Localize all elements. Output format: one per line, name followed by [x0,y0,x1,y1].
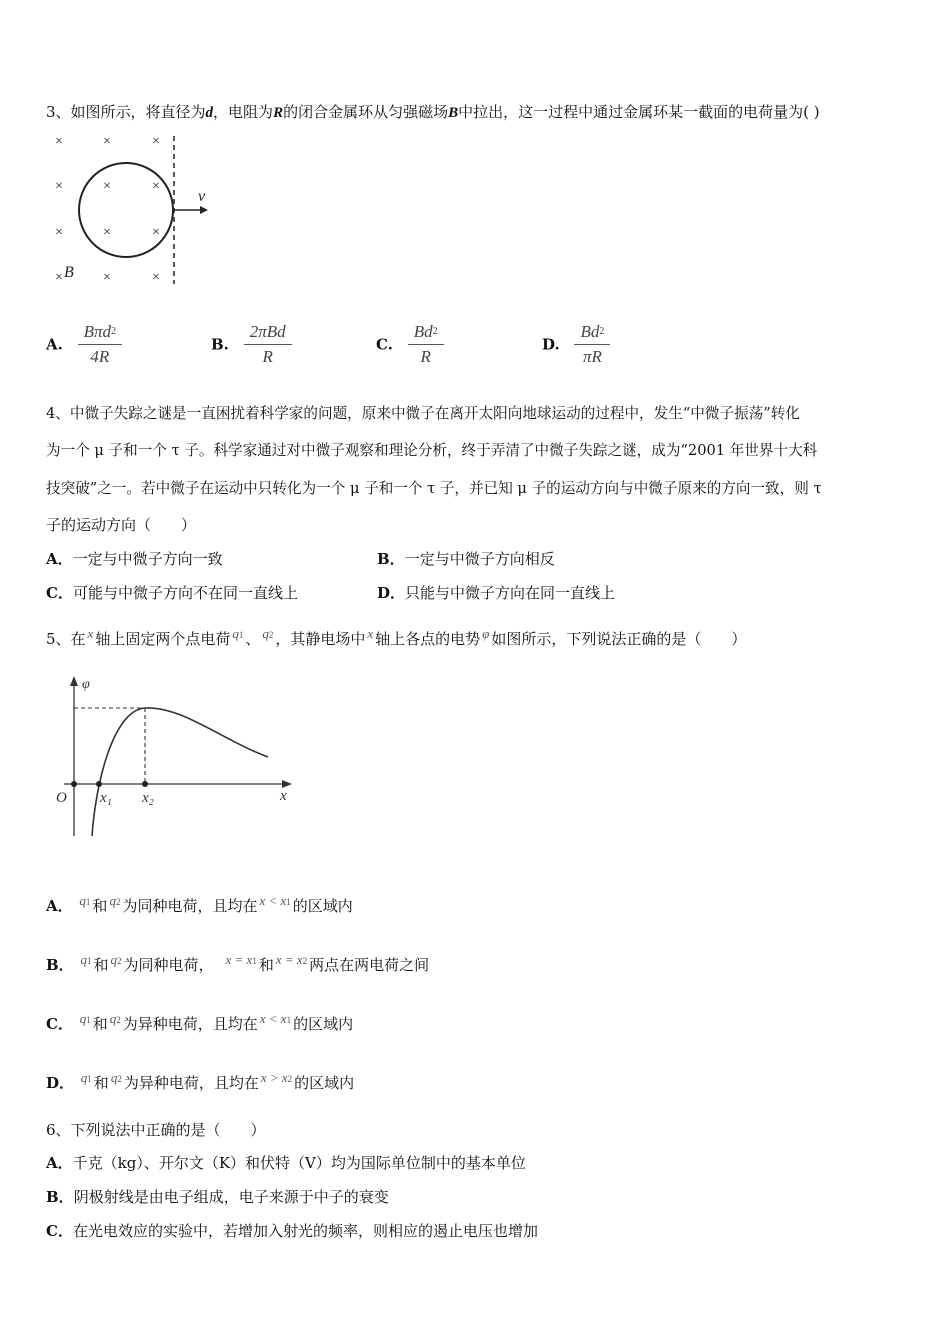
q4-option-a[interactable] [46,549,223,569]
q6-option-b[interactable] [46,1187,389,1207]
field-cross-mark: × [55,179,63,194]
field-cross-mark: × [55,134,63,149]
option-label: B． [46,1188,74,1206]
field-cross-mark: × [152,134,160,149]
math-q1 [81,1070,92,1085]
q5-stem-text: 5、在 [46,630,86,648]
math-x: x [367,626,374,641]
q5-stem [46,626,747,651]
math-condition [226,952,257,967]
condition: x > x [260,1070,288,1085]
x1-label: x₁ [100,790,112,806]
q5-stem-text: 如图所示，下列说法正确的是（ ） [491,630,747,648]
math-q2 [109,893,120,908]
symbol: q [262,626,269,641]
subscript: 2 [115,897,121,907]
subscript: 1 [286,1015,292,1025]
option-text: 千克（kg）、开尔文（K）和伏特（V）均为国际单位制中的基本单位 [72,1154,526,1172]
subscript: 2 [302,956,308,966]
exponent: 2 [432,326,438,337]
math-condition [260,1011,291,1026]
option-label: C． [46,1222,73,1240]
q5-stem-text: 轴上固定两个点电荷 [95,630,231,648]
fraction [78,322,122,367]
option-text: 的区域内 [294,1074,355,1092]
option-text: 在光电效应的实验中，若增加入射光的频率，则相应的遏止电压也增加 [72,1222,538,1240]
velocity-arrowhead [200,206,208,214]
condition: x < x [259,1011,287,1026]
option-label: B． [46,956,74,974]
q4-stem-line: 技突破”之一。若中微子在运动中只转化为一个 μ 子和一个 τ 子，并已知 μ 子的运动方向与中微子原来的方向一致，则 τ [46,480,822,497]
numerator: 2πBd [249,322,286,341]
symbol: q [232,626,239,641]
q6-option-a[interactable] [46,1153,526,1173]
field-cross-mark: × [103,270,111,285]
denominator: πR [582,347,602,366]
q5-option-b[interactable] [46,952,430,977]
field-cross-mark: × [152,270,160,285]
x-axis-arrow [282,780,292,788]
subscript: 1 [286,897,291,907]
x2-label: x₂ [142,790,154,806]
q3-var-b: B [448,105,459,121]
q4-option-d[interactable] [377,583,615,603]
option-text: 可能与中微子方向不在同一直线上 [72,584,298,602]
condition: x = x [225,952,253,967]
x1-dot [96,781,102,787]
potential-curve [92,708,268,836]
option-text: 一定与中微子方向一致 [72,550,223,568]
option-text: 为异种电荷，且均在 [123,1074,259,1092]
separator: 、 [245,630,261,648]
q5-option-c[interactable] [46,1011,354,1036]
option-label: D． [46,1074,75,1092]
origin-dot [71,781,77,787]
field-cross-mark: × [55,270,63,285]
numerator: Bπd [83,322,112,341]
q3-stem-text: ，电阻为 [213,103,274,121]
subscript: 1 [238,630,244,640]
option-text: 为同种电荷，且均在 [122,897,258,915]
subscript: 2 [268,630,274,640]
q4-stem-line: 4、中微子失踪之谜是一直困扰着科学家的问题，原来中微子在离开太阳向地球运动的过程中，发生“中微子振荡”转化 [46,405,800,422]
option-text: 和 [92,897,108,915]
q4-stem-line: 为一个 μ 子和一个 τ 子。科学家通过对中微子观察和理论分析，终于弄清了中微子失踪之谜，成为“2001 年世界十大科 [46,442,818,459]
symbol: q [80,952,87,967]
phi-axis-arrow [70,676,78,686]
velocity-label: v [198,188,206,205]
numerator: Bd [413,322,433,341]
option-text: 为同种电荷， [123,956,214,974]
math-q2 [262,626,273,641]
symbol: q [109,1011,117,1026]
fraction [408,322,444,367]
option-text: 和 [93,1074,109,1092]
option-text: 只能与中微子方向在同一直线上 [405,584,616,602]
q4-option-b[interactable] [377,549,555,569]
option-label: A． [46,1154,73,1172]
denominator: R [420,347,431,366]
x-axis-label: x [280,788,287,804]
field-cross-mark: × [152,179,160,194]
q6-option-c[interactable] [46,1221,538,1241]
symbol: q [79,1011,87,1026]
math-x: x [87,626,94,641]
q3-option-b[interactable] [211,322,292,367]
metal-ring [79,163,173,257]
q5-option-a[interactable] [46,893,353,918]
q3-stem-text: 中拉出，这一过程中通过金属环某一截面的电荷量为( ) [458,103,820,121]
field-cross-mark: × [55,225,63,240]
symbol: q [109,893,116,908]
q3-stem [46,102,820,123]
subscript: 1 [86,956,92,966]
option-label: C. [376,335,393,354]
subscript: 1 [86,1015,91,1025]
math-condition [276,952,307,967]
q3-option-a[interactable] [46,322,122,367]
option-text: 的区域内 [293,1015,354,1033]
phi-axis-label: φ [82,677,90,692]
fraction [244,322,292,367]
q4-stem-line: 子的运动方向（ ） [46,516,197,534]
condition: x = x [275,952,303,967]
math-q2 [111,1070,122,1085]
option-text: 和 [93,956,109,974]
numerator: Bd [580,322,600,341]
subscript: 2 [117,1074,122,1084]
subscript: 2 [116,1015,121,1025]
field-cross-mark: × [152,225,160,240]
exponent: 2 [111,326,117,337]
symbol: q [80,1070,88,1085]
q6-stem: 6、下列说法中正确的是（ ） [46,1121,266,1139]
math-q1 [80,952,91,967]
option-text: 的区域内 [292,897,353,915]
q5-stem-text: 轴上各点的电势 [375,630,481,648]
field-cross-mark: × [103,134,111,149]
subscript: 1 [87,1074,92,1084]
math-phi: φ [482,626,490,641]
q5-stem-text: ，其静电场中 [275,630,366,648]
option-label: A． [46,550,73,568]
option-text: 和 [258,956,274,974]
q3-ring-figure [40,128,220,288]
option-label: A. [46,335,63,354]
math-q1 [79,893,90,908]
exponent: 2 [599,326,605,337]
condition: x < x [259,893,287,908]
q3-stem-text: 3、如图所示，将直径为 [46,103,206,121]
math-condition [259,893,290,908]
option-text: 一定与中微子方向相反 [404,550,555,568]
option-label: B. [211,335,229,354]
option-text: 阴极射线是由电子组成，电子来源于中子的衰变 [73,1188,389,1206]
option-label: D. [542,335,560,354]
denominator: 4R [90,347,110,366]
q4-option-c[interactable] [46,583,298,603]
option-label: B． [377,550,405,568]
option-label: D． [377,584,406,602]
subscript: 2 [287,1074,293,1084]
q5-potential-graph [52,670,302,840]
option-text: 为异种电荷，且均在 [122,1015,258,1033]
field-b-label: B [64,264,74,281]
option-label: C． [46,1015,73,1033]
math-q2 [110,1011,121,1026]
q3-option-d[interactable] [542,322,610,367]
fraction [574,322,610,367]
q3-stem-text: 的闭合金属环从匀强磁场 [283,103,449,121]
field-cross-mark: × [103,179,111,194]
subscript: 1 [85,897,91,907]
q3-var-d: d [205,105,214,121]
x2-dot [142,781,148,787]
q3-var-r: R [273,105,284,121]
q5-option-d[interactable] [46,1070,355,1095]
symbol: q [110,952,117,967]
q3-option-c[interactable] [376,322,444,367]
origin-label: O [56,790,67,806]
subscript: 2 [116,956,122,966]
symbol: q [110,1070,118,1085]
option-text: 两点在两电荷之间 [309,956,430,974]
option-label: C． [46,584,73,602]
denominator: R [262,347,273,366]
option-label: A． [46,897,73,915]
field-cross-mark: × [103,225,111,240]
math-q1 [80,1011,91,1026]
subscript: 1 [252,956,257,966]
math-q1 [232,626,243,641]
math-q2 [110,952,121,967]
option-text: 和 [92,1015,108,1033]
math-condition [261,1070,292,1085]
symbol: q [79,893,86,908]
